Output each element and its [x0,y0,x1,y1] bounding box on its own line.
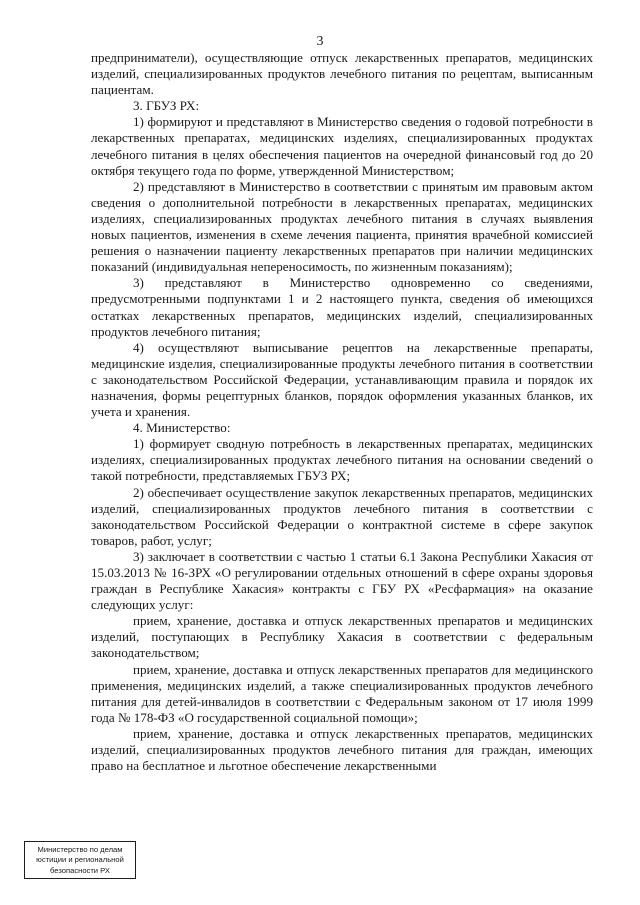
paragraph-gbuz-item-1: 1) формируют и представляют в Министерство сведения о годовой потребности в лекарственных препаратах, медицинских изделиях, специализированных продуктах лечебного питания в целях обеспечения пациентов на очередной финансовый год до 20 октября текущего года по форме, утвержденной Министерством; [91,114,593,178]
section-heading-ministry: 4. Министерство: [133,420,231,436]
paragraph-service-1: прием, хранение, доставка и отпуск лекарственных препаратов и медицинских изделий, поступающих в Республику Хакасия в соответствии с федеральным законодательством; [91,613,593,661]
document-body [91,50,593,774]
stamp-line: безопасности РХ [50,865,110,875]
registration-stamp [24,841,136,879]
paragraph-gbuz-item-2: 2) представляют в Министерство в соответствии с принятым им правовым актом сведения о дополнительной потребности в лекарственных препаратах, медицинских изделиях, специализированных продуктах лечебного питания в случаях выявления новых пациентов, изменения в схеме лечения пациента, принятия врачебной комиссией решения о назначении пациенту лекарственных препаратов при наличии медицинских показаний (индивидуальная непереносимость, по жизненным показаниям); [91,178,593,275]
paragraph-service-3: прием, хранение, доставка и отпуск лекарственных препаратов, медицинских изделий, специализированных продуктов лечебного питания для граждан, имеющих право на бесплатное и льготное обеспечение лекарственными [91,725,593,774]
paragraph-ministry-item-1: 1) формирует сводную потребность в лекарственных препаратах, медицинских изделиях, специализированных продуктах лечебного питания на основании сведений о такой потребности, представляемых ГБУЗ РХ; [91,436,593,484]
page-number: 3 [316,34,324,49]
stamp-line: Министерство по делам [37,845,123,854]
paragraph-gbuz-item-4: 4) осуществляют выписывание рецептов на лекарственные препараты, медицинские изделия, специализированные продукты лечебного питания в соответствии с законодательством Российской Федерации, устанавливающим правила и порядок их назначения, формы рецептурных бланков, порядок оформления указанных бланков, их учета и хранения. [91,339,593,420]
paragraph-gbuz-item-3: 3) представляют в Министерство одновременно со сведениями, предусмотренными подпунктами 1 и 2 настоящего пункта, сведения об имеющихся остатках лекарственных препаратов, медицинских изделий, специализированных продуктов лечебного питания; [91,275,593,339]
paragraph-continuation: предприниматели), осуществляющие отпуск лекарственных препаратов, медицинских изделий, специализированных продуктов лечебного питания по рецептам, выписанным пациентам. [91,50,593,98]
section-heading-gbuz: 3. ГБУЗ РХ: [133,98,200,114]
paragraph-ministry-item-3: 3) заключает в соответствии с частью 1 статьи 6.1 Закона Республики Хакасия от 15.03.2013 № 16-ЗРХ «О регулировании отдельных отношений в сфере охраны здоровья граждан в Республике Хакасия» контракты с ГБУ РХ «Ресфармация» на оказание следующих услуг: [91,548,593,613]
stamp-line: юстиции и региональной [36,855,124,865]
paragraph-ministry-item-2: 2) обеспечивает осуществление закупок лекарственных препаратов, медицинских изделий, специализированных продуктов лечебного питания в соответствии с законодательством Российской Федерации о контрактной системе в сфере закупок товаров, работ, услуг; [91,484,593,548]
paragraph-service-2: прием, хранение, доставка и отпуск лекарственных препаратов для медицинского применения, медицинских изделий, а также специализированных продуктов лечебного питания для детей-инвалидов в соответствии с Федеральным законом от 17 июля 1999 года № 178-ФЗ «О государственной социальной помощи»; [91,661,593,725]
